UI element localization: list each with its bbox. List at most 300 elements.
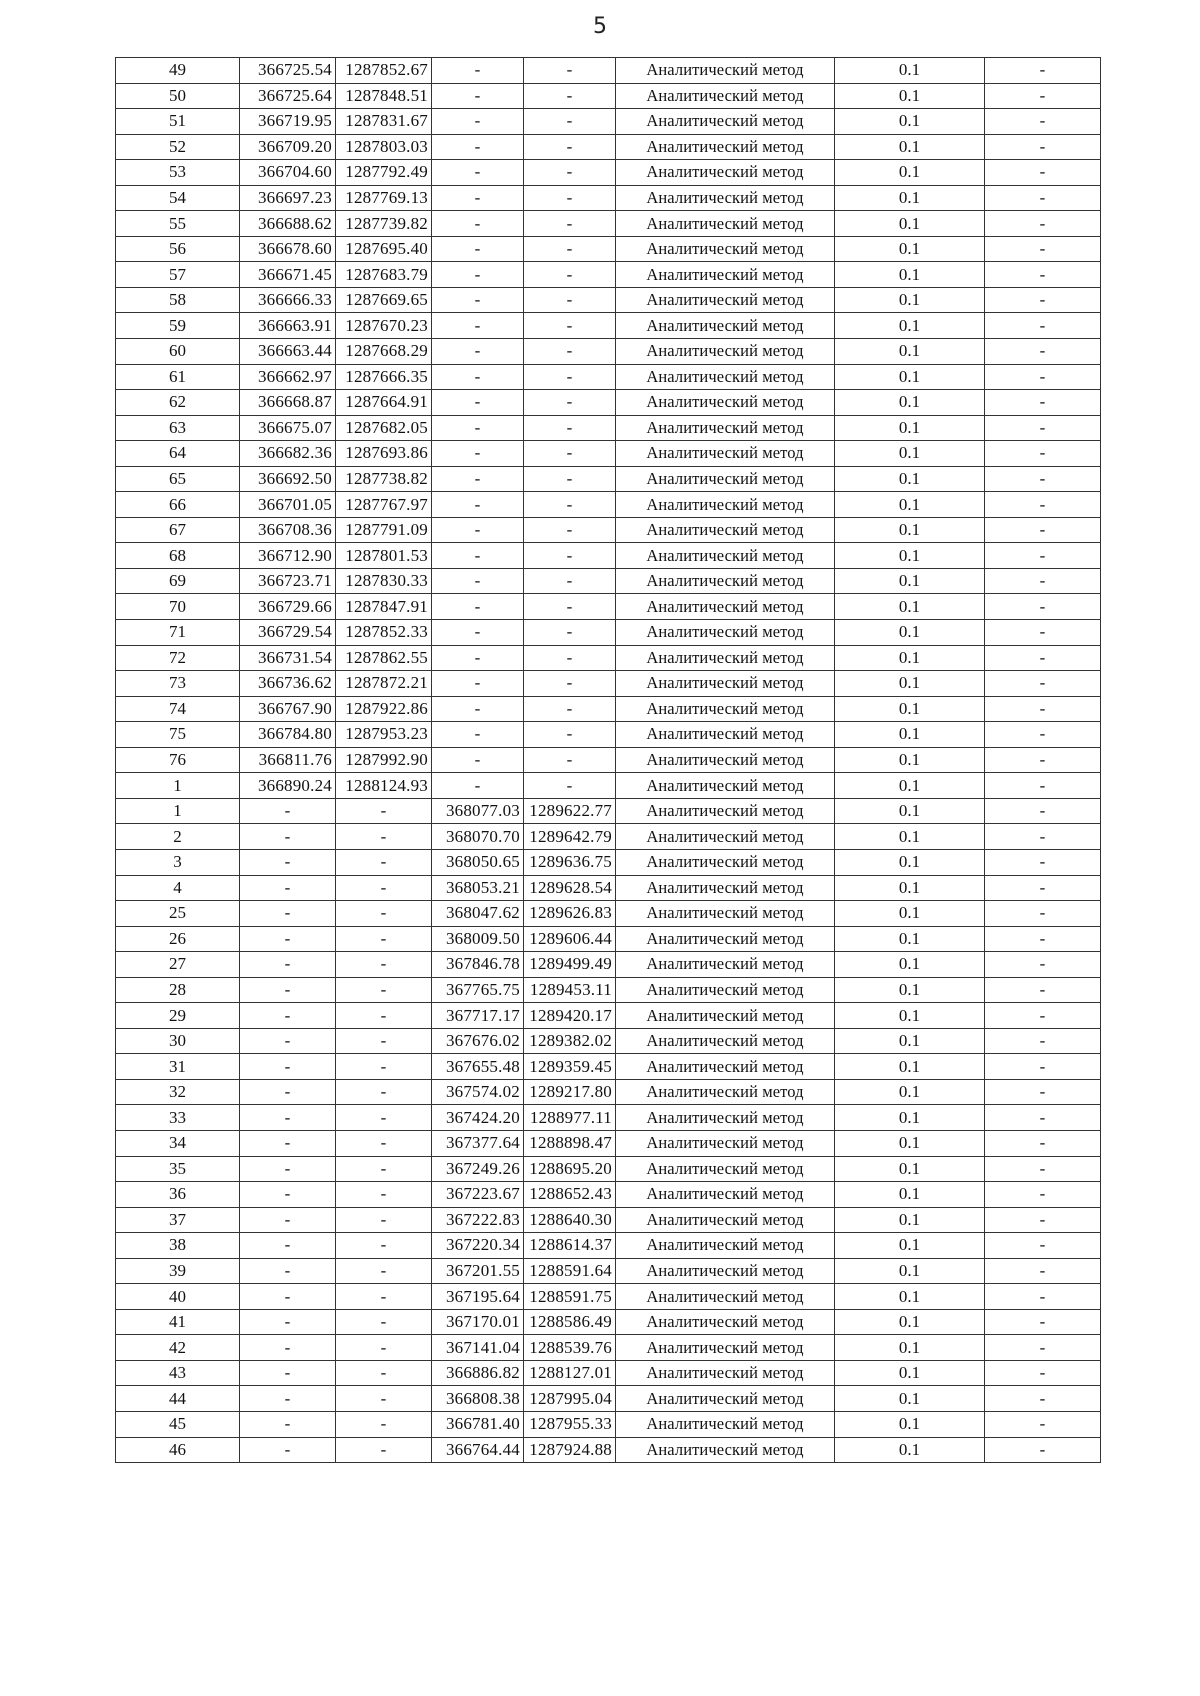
accuracy-cell: 0.1 — [835, 1003, 985, 1029]
accuracy-cell: 0.1 — [835, 1156, 985, 1182]
y-old-cell: 1287668.29 — [336, 339, 432, 365]
point-number-cell: 37 — [116, 1207, 240, 1233]
accuracy-cell: 0.1 — [835, 875, 985, 901]
y-new-cell: - — [524, 543, 616, 569]
x-old-cell: 366725.64 — [240, 83, 336, 109]
y-old-cell: - — [336, 1028, 432, 1054]
table-row — [116, 1156, 1101, 1182]
method-cell: Аналитический метод — [616, 364, 835, 390]
point-number-cell: 31 — [116, 1054, 240, 1080]
coordinates-table — [115, 57, 1101, 1463]
accuracy-cell: 0.1 — [835, 671, 985, 697]
x-new-cell: 368053.21 — [432, 875, 524, 901]
y-new-cell: - — [524, 134, 616, 160]
y-old-cell: 1287791.09 — [336, 517, 432, 543]
method-cell: Аналитический метод — [616, 1028, 835, 1054]
table-row — [116, 1003, 1101, 1029]
y-new-cell: 1289420.17 — [524, 1003, 616, 1029]
accuracy-cell: 0.1 — [835, 1233, 985, 1259]
accuracy-cell: 0.1 — [835, 160, 985, 186]
y-new-cell: - — [524, 339, 616, 365]
method-cell: Аналитический метод — [616, 1156, 835, 1182]
y-new-cell: - — [524, 236, 616, 262]
x-new-cell: - — [432, 262, 524, 288]
y-old-cell: - — [336, 1386, 432, 1412]
table-row — [116, 620, 1101, 646]
x-new-cell: - — [432, 211, 524, 237]
description-cell: - — [985, 952, 1101, 978]
description-cell: - — [985, 773, 1101, 799]
method-cell: Аналитический метод — [616, 313, 835, 339]
y-new-cell: 1289622.77 — [524, 798, 616, 824]
method-cell: Аналитический метод — [616, 747, 835, 773]
description-cell: - — [985, 415, 1101, 441]
description-cell: - — [985, 1233, 1101, 1259]
description-cell: - — [985, 1335, 1101, 1361]
y-old-cell: - — [336, 952, 432, 978]
point-number-cell: 75 — [116, 722, 240, 748]
description-cell: - — [985, 875, 1101, 901]
x-new-cell: - — [432, 722, 524, 748]
point-number-cell: 56 — [116, 236, 240, 262]
y-new-cell: - — [524, 517, 616, 543]
point-number-cell: 29 — [116, 1003, 240, 1029]
x-old-cell: - — [240, 875, 336, 901]
accuracy-cell: 0.1 — [835, 339, 985, 365]
x-new-cell: 367195.64 — [432, 1284, 524, 1310]
x-old-cell: 366678.60 — [240, 236, 336, 262]
method-cell: Аналитический метод — [616, 568, 835, 594]
x-new-cell: - — [432, 58, 524, 84]
method-cell: Аналитический метод — [616, 1309, 835, 1335]
description-cell: - — [985, 441, 1101, 467]
y-new-cell: 1289499.49 — [524, 952, 616, 978]
table-row — [116, 926, 1101, 952]
description-cell: - — [985, 824, 1101, 850]
x-new-cell: - — [432, 492, 524, 518]
x-new-cell: 367201.55 — [432, 1258, 524, 1284]
accuracy-cell: 0.1 — [835, 645, 985, 671]
table-row — [116, 1105, 1101, 1131]
x-old-cell: - — [240, 1335, 336, 1361]
x-old-cell: 366709.20 — [240, 134, 336, 160]
table-row — [116, 262, 1101, 288]
accuracy-cell: 0.1 — [835, 390, 985, 416]
method-cell: Аналитический метод — [616, 83, 835, 109]
point-number-cell: 49 — [116, 58, 240, 84]
x-old-cell: 366725.54 — [240, 58, 336, 84]
accuracy-cell: 0.1 — [835, 83, 985, 109]
method-cell: Аналитический метод — [616, 901, 835, 927]
x-new-cell: 367574.02 — [432, 1079, 524, 1105]
x-old-cell: - — [240, 926, 336, 952]
y-new-cell: 1289606.44 — [524, 926, 616, 952]
y-new-cell: - — [524, 287, 616, 313]
x-old-cell: 366688.62 — [240, 211, 336, 237]
method-cell: Аналитический метод — [616, 798, 835, 824]
x-old-cell: - — [240, 798, 336, 824]
table-row — [116, 875, 1101, 901]
y-old-cell: - — [336, 1130, 432, 1156]
y-old-cell: - — [336, 1054, 432, 1080]
x-new-cell: 368047.62 — [432, 901, 524, 927]
y-new-cell: - — [524, 441, 616, 467]
y-old-cell: - — [336, 1003, 432, 1029]
y-old-cell: 1287695.40 — [336, 236, 432, 262]
x-old-cell: - — [240, 1028, 336, 1054]
x-new-cell: 367223.67 — [432, 1182, 524, 1208]
x-new-cell: - — [432, 645, 524, 671]
method-cell: Аналитический метод — [616, 1182, 835, 1208]
x-old-cell: 366666.33 — [240, 287, 336, 313]
table-row — [116, 211, 1101, 237]
table-row — [116, 543, 1101, 569]
method-cell: Аналитический метод — [616, 1233, 835, 1259]
x-new-cell: - — [432, 415, 524, 441]
table-row — [116, 313, 1101, 339]
method-cell: Аналитический метод — [616, 109, 835, 135]
description-cell: - — [985, 543, 1101, 569]
x-old-cell: 366682.36 — [240, 441, 336, 467]
x-old-cell: 366712.90 — [240, 543, 336, 569]
x-old-cell: - — [240, 901, 336, 927]
description-cell: - — [985, 1258, 1101, 1284]
accuracy-cell: 0.1 — [835, 441, 985, 467]
y-new-cell: - — [524, 415, 616, 441]
x-old-cell: - — [240, 1386, 336, 1412]
y-new-cell: 1289642.79 — [524, 824, 616, 850]
table-row — [116, 1028, 1101, 1054]
x-new-cell: - — [432, 441, 524, 467]
point-number-cell: 36 — [116, 1182, 240, 1208]
method-cell: Аналитический метод — [616, 645, 835, 671]
point-number-cell: 65 — [116, 466, 240, 492]
description-cell: - — [985, 594, 1101, 620]
method-cell: Аналитический метод — [616, 185, 835, 211]
accuracy-cell: 0.1 — [835, 722, 985, 748]
description-cell: - — [985, 1054, 1101, 1080]
method-cell: Аналитический метод — [616, 1130, 835, 1156]
description-cell: - — [985, 1182, 1101, 1208]
description-cell: - — [985, 568, 1101, 594]
point-number-cell: 44 — [116, 1386, 240, 1412]
x-old-cell: - — [240, 1207, 336, 1233]
description-cell: - — [985, 671, 1101, 697]
method-cell: Аналитический метод — [616, 1105, 835, 1131]
description-cell: - — [985, 134, 1101, 160]
y-new-cell: 1289217.80 — [524, 1079, 616, 1105]
x-new-cell: - — [432, 109, 524, 135]
method-cell: Аналитический метод — [616, 594, 835, 620]
x-old-cell: 366692.50 — [240, 466, 336, 492]
y-old-cell: 1287830.33 — [336, 568, 432, 594]
y-old-cell: 1287792.49 — [336, 160, 432, 186]
x-new-cell: - — [432, 543, 524, 569]
method-cell: Аналитический метод — [616, 1054, 835, 1080]
point-number-cell: 51 — [116, 109, 240, 135]
accuracy-cell: 0.1 — [835, 568, 985, 594]
method-cell: Аналитический метод — [616, 1437, 835, 1463]
x-new-cell: 367655.48 — [432, 1054, 524, 1080]
y-old-cell: 1287852.67 — [336, 58, 432, 84]
y-new-cell: - — [524, 364, 616, 390]
point-number-cell: 58 — [116, 287, 240, 313]
table-row — [116, 1386, 1101, 1412]
x-old-cell: 366729.54 — [240, 620, 336, 646]
x-new-cell: - — [432, 390, 524, 416]
point-number-cell: 71 — [116, 620, 240, 646]
y-new-cell: - — [524, 211, 616, 237]
method-cell: Аналитический метод — [616, 211, 835, 237]
description-cell: - — [985, 1105, 1101, 1131]
point-number-cell: 60 — [116, 339, 240, 365]
method-cell: Аналитический метод — [616, 543, 835, 569]
y-old-cell: 1288124.93 — [336, 773, 432, 799]
y-old-cell: 1287992.90 — [336, 747, 432, 773]
x-old-cell: - — [240, 952, 336, 978]
method-cell: Аналитический метод — [616, 390, 835, 416]
point-number-cell: 66 — [116, 492, 240, 518]
point-number-cell: 39 — [116, 1258, 240, 1284]
table-row — [116, 287, 1101, 313]
y-old-cell: 1287801.53 — [336, 543, 432, 569]
point-number-cell: 55 — [116, 211, 240, 237]
x-old-cell: 366708.36 — [240, 517, 336, 543]
point-number-cell: 3 — [116, 849, 240, 875]
accuracy-cell: 0.1 — [835, 1437, 985, 1463]
point-number-cell: 35 — [116, 1156, 240, 1182]
y-new-cell: - — [524, 390, 616, 416]
x-new-cell: - — [432, 83, 524, 109]
table-row — [116, 441, 1101, 467]
table-row — [116, 952, 1101, 978]
x-new-cell: - — [432, 696, 524, 722]
description-cell: - — [985, 1411, 1101, 1437]
x-new-cell: - — [432, 747, 524, 773]
accuracy-cell: 0.1 — [835, 1207, 985, 1233]
x-old-cell: 366668.87 — [240, 390, 336, 416]
y-old-cell: 1287664.91 — [336, 390, 432, 416]
description-cell: - — [985, 1309, 1101, 1335]
y-old-cell: - — [336, 1207, 432, 1233]
y-new-cell: 1289636.75 — [524, 849, 616, 875]
point-number-cell: 1 — [116, 798, 240, 824]
method-cell: Аналитический метод — [616, 671, 835, 697]
y-old-cell: 1287953.23 — [336, 722, 432, 748]
y-new-cell: 1289382.02 — [524, 1028, 616, 1054]
accuracy-cell: 0.1 — [835, 1079, 985, 1105]
y-old-cell: - — [336, 798, 432, 824]
table-row — [116, 1309, 1101, 1335]
x-new-cell: 366781.40 — [432, 1411, 524, 1437]
x-new-cell: - — [432, 185, 524, 211]
x-new-cell: - — [432, 568, 524, 594]
point-number-cell: 54 — [116, 185, 240, 211]
y-new-cell: - — [524, 594, 616, 620]
method-cell: Аналитический метод — [616, 696, 835, 722]
accuracy-cell: 0.1 — [835, 466, 985, 492]
x-new-cell: 368077.03 — [432, 798, 524, 824]
accuracy-cell: 0.1 — [835, 1335, 985, 1361]
x-old-cell: - — [240, 1233, 336, 1259]
y-new-cell: 1287995.04 — [524, 1386, 616, 1412]
description-cell: - — [985, 645, 1101, 671]
table-row — [116, 696, 1101, 722]
method-cell: Аналитический метод — [616, 1411, 835, 1437]
x-old-cell: - — [240, 1105, 336, 1131]
y-new-cell: 1288591.75 — [524, 1284, 616, 1310]
x-old-cell: 366675.07 — [240, 415, 336, 441]
table-row — [116, 722, 1101, 748]
accuracy-cell: 0.1 — [835, 109, 985, 135]
x-old-cell: - — [240, 1437, 336, 1463]
coordinates-table-body — [116, 58, 1101, 1463]
y-new-cell: 1288614.37 — [524, 1233, 616, 1259]
accuracy-cell: 0.1 — [835, 185, 985, 211]
accuracy-cell: 0.1 — [835, 236, 985, 262]
table-row — [116, 415, 1101, 441]
y-old-cell: 1287767.97 — [336, 492, 432, 518]
description-cell: - — [985, 798, 1101, 824]
x-new-cell: 366886.82 — [432, 1360, 524, 1386]
description-cell: - — [985, 236, 1101, 262]
y-new-cell: 1288898.47 — [524, 1130, 616, 1156]
x-new-cell: - — [432, 466, 524, 492]
accuracy-cell: 0.1 — [835, 824, 985, 850]
accuracy-cell: 0.1 — [835, 798, 985, 824]
method-cell: Аналитический метод — [616, 1284, 835, 1310]
description-cell: - — [985, 1207, 1101, 1233]
x-new-cell: 367765.75 — [432, 977, 524, 1003]
y-old-cell: - — [336, 875, 432, 901]
y-new-cell: - — [524, 83, 616, 109]
point-number-cell: 61 — [116, 364, 240, 390]
y-old-cell: - — [336, 1156, 432, 1182]
description-cell: - — [985, 287, 1101, 313]
description-cell: - — [985, 1156, 1101, 1182]
accuracy-cell: 0.1 — [835, 492, 985, 518]
description-cell: - — [985, 313, 1101, 339]
y-new-cell: 1289628.54 — [524, 875, 616, 901]
y-old-cell: - — [336, 1335, 432, 1361]
x-old-cell: 366784.80 — [240, 722, 336, 748]
y-old-cell: - — [336, 849, 432, 875]
y-new-cell: - — [524, 160, 616, 186]
description-cell: - — [985, 1284, 1101, 1310]
x-new-cell: - — [432, 364, 524, 390]
y-new-cell: 1289359.45 — [524, 1054, 616, 1080]
method-cell: Аналитический метод — [616, 466, 835, 492]
method-cell: Аналитический метод — [616, 441, 835, 467]
description-cell: - — [985, 977, 1101, 1003]
accuracy-cell: 0.1 — [835, 1309, 985, 1335]
point-number-cell: 30 — [116, 1028, 240, 1054]
table-row — [116, 1182, 1101, 1208]
x-new-cell: 366764.44 — [432, 1437, 524, 1463]
y-old-cell: 1287872.21 — [336, 671, 432, 697]
method-cell: Аналитический метод — [616, 1207, 835, 1233]
x-new-cell: 367846.78 — [432, 952, 524, 978]
x-old-cell: - — [240, 1284, 336, 1310]
y-old-cell: 1287847.91 — [336, 594, 432, 620]
table-row — [116, 160, 1101, 186]
y-old-cell: 1287739.82 — [336, 211, 432, 237]
y-old-cell: 1287669.65 — [336, 287, 432, 313]
table-row — [116, 671, 1101, 697]
table-row — [116, 747, 1101, 773]
x-new-cell: - — [432, 339, 524, 365]
table-row — [116, 236, 1101, 262]
x-old-cell: 366663.91 — [240, 313, 336, 339]
accuracy-cell: 0.1 — [835, 1360, 985, 1386]
y-new-cell: - — [524, 58, 616, 84]
y-old-cell: - — [336, 1182, 432, 1208]
method-cell: Аналитический метод — [616, 926, 835, 952]
x-new-cell: 367249.26 — [432, 1156, 524, 1182]
point-number-cell: 41 — [116, 1309, 240, 1335]
accuracy-cell: 0.1 — [835, 696, 985, 722]
accuracy-cell: 0.1 — [835, 901, 985, 927]
point-number-cell: 68 — [116, 543, 240, 569]
point-number-cell: 50 — [116, 83, 240, 109]
accuracy-cell: 0.1 — [835, 594, 985, 620]
table-row — [116, 1207, 1101, 1233]
description-cell: - — [985, 517, 1101, 543]
table-row — [116, 134, 1101, 160]
y-old-cell: - — [336, 1284, 432, 1310]
y-new-cell: - — [524, 620, 616, 646]
description-cell: - — [985, 58, 1101, 84]
y-new-cell: - — [524, 568, 616, 594]
y-new-cell: - — [524, 773, 616, 799]
table-row — [116, 645, 1101, 671]
accuracy-cell: 0.1 — [835, 977, 985, 1003]
y-new-cell: 1288591.64 — [524, 1258, 616, 1284]
y-new-cell: 1287924.88 — [524, 1437, 616, 1463]
x-new-cell: 366808.38 — [432, 1386, 524, 1412]
method-cell: Аналитический метод — [616, 517, 835, 543]
table-row — [116, 1079, 1101, 1105]
x-old-cell: 366811.76 — [240, 747, 336, 773]
x-new-cell: - — [432, 313, 524, 339]
table-row — [116, 849, 1101, 875]
table-row — [116, 83, 1101, 109]
accuracy-cell: 0.1 — [835, 747, 985, 773]
x-old-cell: 366719.95 — [240, 109, 336, 135]
x-old-cell: 366663.44 — [240, 339, 336, 365]
point-number-cell: 26 — [116, 926, 240, 952]
method-cell: Аналитический метод — [616, 849, 835, 875]
x-old-cell: - — [240, 1258, 336, 1284]
point-number-cell: 46 — [116, 1437, 240, 1463]
description-cell: - — [985, 620, 1101, 646]
description-cell: - — [985, 492, 1101, 518]
x-new-cell: - — [432, 594, 524, 620]
description-cell: - — [985, 926, 1101, 952]
x-new-cell: 368009.50 — [432, 926, 524, 952]
y-old-cell: 1287769.13 — [336, 185, 432, 211]
y-old-cell: - — [336, 1309, 432, 1335]
y-old-cell: 1287693.86 — [336, 441, 432, 467]
description-cell: - — [985, 722, 1101, 748]
y-old-cell: 1287922.86 — [336, 696, 432, 722]
point-number-cell: 43 — [116, 1360, 240, 1386]
x-old-cell: 366723.71 — [240, 568, 336, 594]
table-row — [116, 185, 1101, 211]
y-old-cell: 1287670.23 — [336, 313, 432, 339]
method-cell: Аналитический метод — [616, 1360, 835, 1386]
y-old-cell: - — [336, 1437, 432, 1463]
